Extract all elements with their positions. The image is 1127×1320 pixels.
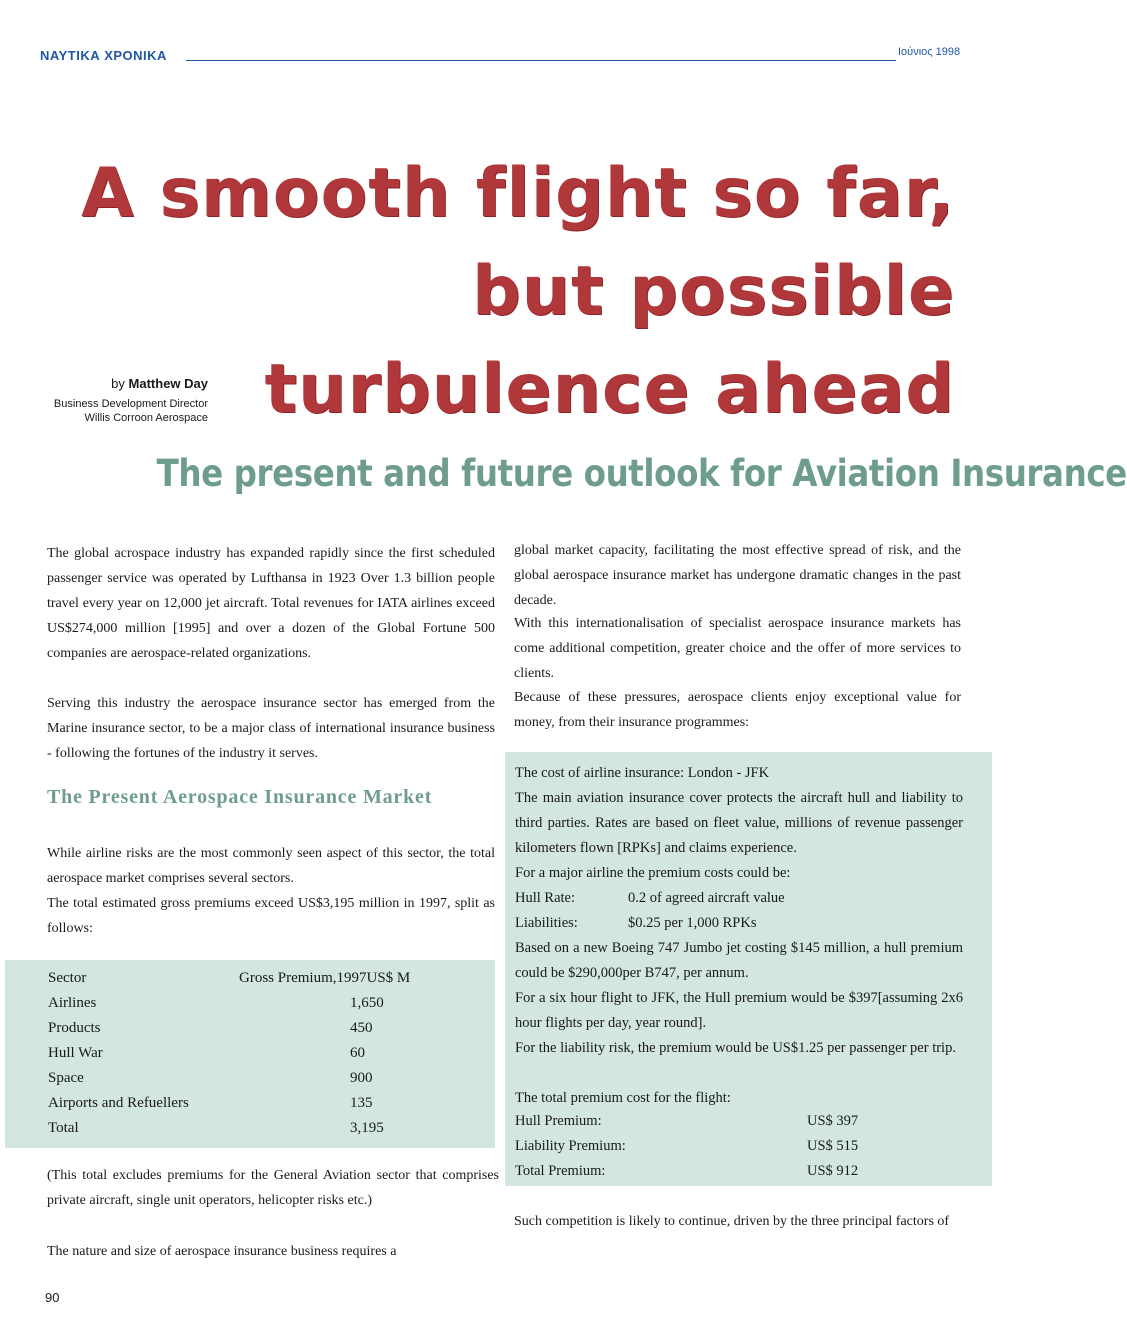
- hull-rate-row: [515, 886, 785, 911]
- title-line-2: but possible: [471, 252, 955, 331]
- cost-box-para-2: For a major airline the premium costs could be:: [515, 865, 791, 881]
- total-premium-label: Total Premium:: [515, 1163, 606, 1179]
- table-header-premium: Gross Premium,1997US$ M: [239, 970, 411, 986]
- byline-by: by: [111, 376, 125, 391]
- right-para-3: Because of these pressures, aerospace clients enjoy exceptional value for money, from their insurance programmes:: [514, 690, 961, 730]
- right-para-4: Such competition is likely to continue, driven by the three principal factors of: [514, 1214, 950, 1229]
- table-header-sector: Sector: [48, 970, 87, 986]
- cost-box-para-5: For the liability risk, the premium would be US$1.25 per passenger per trip.: [515, 1040, 956, 1056]
- cost-box-para-4: For a six hour flight to JFK, the Hull premium would be $397[assuming 2x6 hour flights per day, year round].: [515, 990, 963, 1031]
- liabilities-row: [515, 911, 757, 936]
- liability-premium-label: Liability Premium:: [515, 1138, 626, 1154]
- left-para-5: (This total excludes premiums for the General Aviation sector that comprises private aircraft, single unit operators, helicopter risks etc.): [47, 1168, 499, 1208]
- table-cell-sector: Hull War: [48, 1045, 103, 1061]
- title-line-1: A smooth flight so far,: [81, 154, 955, 233]
- right-para-2: With this internationalisation of specialist aerospace insurance markets has come additional competition, greater choice and the offer of more services to clients.: [514, 616, 961, 681]
- left-para-6: The nature and size of aerospace insurance business requires a: [47, 1244, 397, 1259]
- cost-box-para-1: The main aviation insurance cover protects the aircraft hull and liability to third parties. Rates are based on fleet value, millions of revenue passenger kilometers flown [RPKs] and claims experience.: [515, 790, 963, 856]
- table-cell-value: 60: [350, 1045, 365, 1061]
- author-company: Willis Corroon Aerospace: [84, 412, 208, 424]
- hull-premium-row: [515, 1109, 859, 1134]
- article-subtitle: The present and future outlook for Aviation Insurance: [156, 452, 1127, 495]
- title-line-3: turbulence ahead: [264, 350, 955, 429]
- table-cell-value: 900: [350, 1070, 373, 1086]
- liability-premium-row: [515, 1134, 859, 1159]
- table-cell-value: 135: [350, 1095, 373, 1111]
- left-para-1: The global acrospace industry has expanded rapidly since the first scheduled passenger service was operated by Lufthansa in 1923 Over 1.3 billion people travel every year on 12,000 jet aircraft. Total revenues for IATA airlines exceed US$274,000 million [1995] and over a dozen of the Global Fortune 500 companies are aerospace-related organizations.: [47, 546, 495, 661]
- left-para-3: While airline risks are the most commonly seen aspect of this sector, the total aerospace market comprises several sectors.: [47, 846, 495, 886]
- left-para-2: Serving this industry the aerospace insurance sector has emerged from the Marine insurance sector, to be a major class of international insurance business - following the fortunes of the industry it serves.: [47, 696, 495, 761]
- left-para-4: The total estimated gross premiums exceed US$3,195 million in 1997, split as follows:: [47, 896, 495, 936]
- table-cell-value: 450: [350, 1020, 373, 1036]
- table-cell-sector: Space: [48, 1070, 84, 1086]
- table-cell-value: 1,650: [350, 995, 384, 1011]
- table-cell-sector: Airports and Refuellers: [48, 1095, 189, 1111]
- total-premium-value: US$ 912: [807, 1163, 859, 1179]
- right-para-1: global market capacity, facilitating the most effective spread of risk, and the global aerospace insurance market has undergone dramatic changes in the past decade.: [514, 543, 961, 608]
- liabilities-label: Liabilities:: [515, 915, 578, 931]
- author-name: Matthew Day: [128, 376, 208, 391]
- issue-date: Ιούνιος 1998: [898, 46, 961, 58]
- liabilities-value: $0.25 per 1,000 RPKs: [628, 915, 757, 931]
- hull-premium-value: US$ 397: [807, 1113, 859, 1129]
- hull-rate-label: Hull Rate:: [515, 890, 576, 906]
- header-rule: [186, 60, 896, 61]
- cost-box-heading: The cost of airline insurance: London - JFK: [515, 765, 770, 781]
- hull-rate-value: 0.2 of agreed aircraft value: [628, 890, 785, 906]
- liability-premium-value: US$ 515: [807, 1138, 859, 1154]
- hull-premium-label: Hull Premium:: [515, 1113, 602, 1129]
- cost-box-para-3: Based on a new Boeing 747 Jumbo jet costing $145 million, a hull premium could be $290,000per B747, per annum.: [515, 940, 963, 981]
- author-role: Business Development Director: [53, 398, 208, 410]
- table-cell-sector: Total: [48, 1120, 79, 1136]
- table-cell-value: 3,195: [350, 1120, 384, 1136]
- cost-box-para-6: The total premium cost for the flight:: [515, 1090, 731, 1106]
- page-number: 90: [45, 1290, 60, 1305]
- table-cell-sector: Airlines: [48, 995, 97, 1011]
- total-premium-row: [515, 1159, 859, 1184]
- magazine-name: ΝΑΥΤΙΚΑ ΧΡΟΝΙΚΑ: [40, 48, 167, 63]
- table-cell-sector: Products: [48, 1020, 101, 1036]
- byline-author: [111, 376, 208, 391]
- section-heading: The Present Aerospace Insurance Market: [47, 786, 433, 808]
